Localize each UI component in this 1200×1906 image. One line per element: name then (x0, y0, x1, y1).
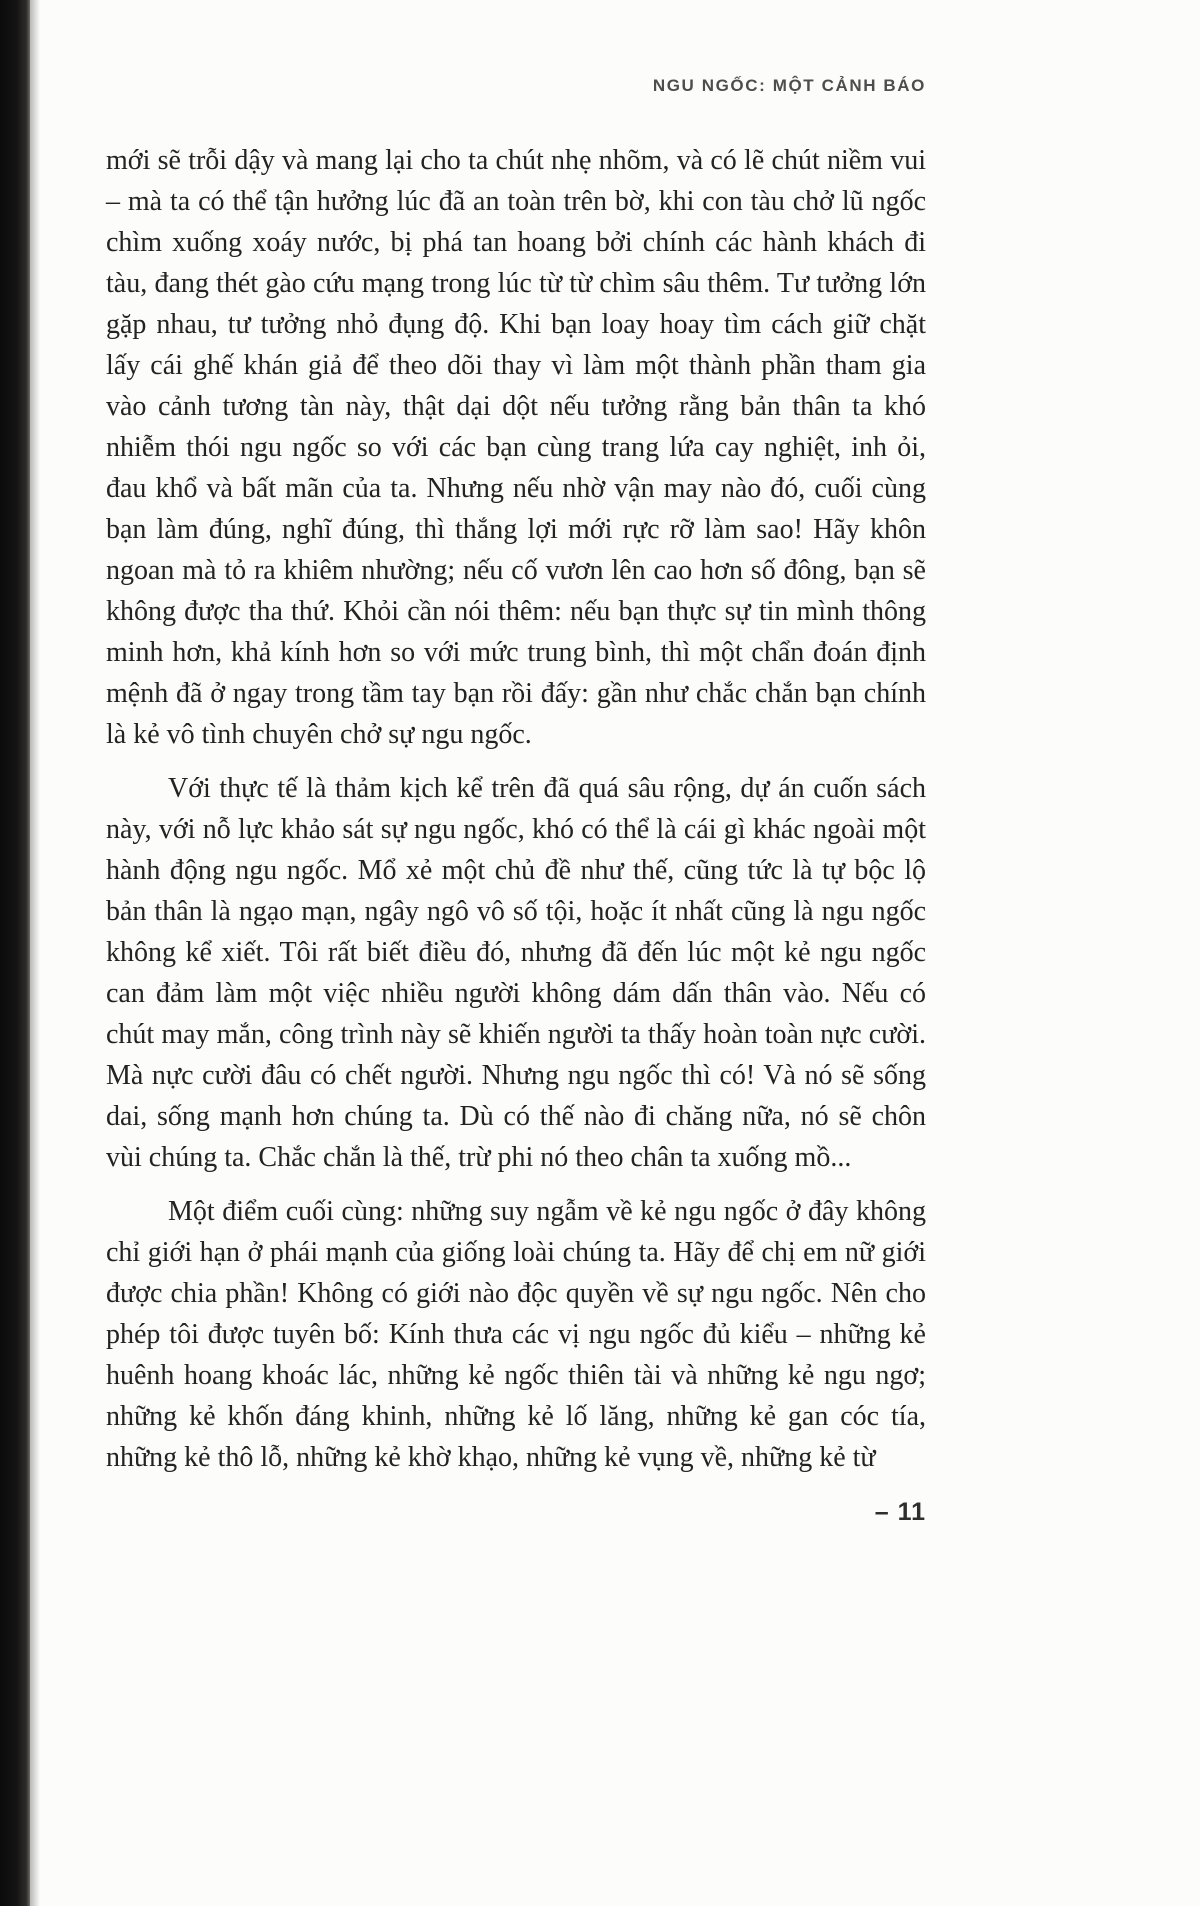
body-text (106, 140, 926, 1478)
paragraph-3: Một điểm cuối cùng: những suy ngẫm về kẻ ngu ngốc ở đây không chỉ giới hạn ở phái mạnh của giống loài chúng ta. Hãy để chị em nữ giới được chia phần! Không có giới nào độc quyền về sự ngu ngốc. Nên cho phép tôi được tuyên bố: Kính thưa các vị ngu ngốc đủ kiểu – những kẻ huênh hoang khoác lác, những kẻ ngốc thiên tài và những kẻ ngu ngơ; những kẻ khốn đáng khinh, những kẻ lố lăng, những kẻ gan cóc tía, những kẻ thô lỗ, những kẻ khờ khạo, những kẻ vụng về, những kẻ từ (106, 1196, 926, 1473)
page-number: – 11 (874, 1498, 926, 1526)
page-content (106, 0, 926, 1478)
running-header: NGU NGỐC: MỘT CẢNH BÁO (652, 76, 926, 95)
book-spine-shadow (0, 0, 30, 1906)
paragraph-2: Với thực tế là thảm kịch kể trên đã quá sâu rộng, dự án cuốn sách này, với nỗ lực khảo sát sự ngu ngốc, khó có thể là cái gì khác ngoài một hành động ngu ngốc. Mổ xẻ một chủ đề như thế, cũng tức là tự bộc lộ bản thân là ngạo mạn, ngây ngô vô số tội, hoặc ít nhất cũng là ngu ngốc không kể xiết. Tôi rất biết điều đó, nhưng đã đến lúc một kẻ ngu ngốc can đảm làm một việc nhiều người không dám dấn thân vào. Nếu có chút may mắn, công trình này sẽ khiến người ta thấy hoàn toàn nực cười. Mà nực cười đâu có chết người. Nhưng ngu ngốc thì có! Và nó sẽ sống dai, sống mạnh hơn chúng ta. Dù có thế nào đi chăng nữa, nó sẽ chôn vùi chúng ta. Chắc chắn là thế, trừ phi nó theo chân ta xuống mồ... (106, 773, 926, 1173)
paragraph-1: mới sẽ trỗi dậy và mang lại cho ta chút nhẹ nhõm, và có lẽ chút niềm vui – mà ta có thể tận hưởng lúc đã an toàn trên bờ, khi con tàu chở lũ ngốc chìm xuống xoáy nước, bị phá tan hoang bởi chính các hành khách đi tàu, đang thét gào cứu mạng trong lúc từ từ chìm sâu thêm. Tư tưởng lớn gặp nhau, tư tưởng nhỏ đụng độ. Khi bạn loay hoay tìm cách giữ chặt lấy cái ghế khán giả để theo dõi thay vì làm một thành phần tham gia vào cảnh tương tàn này, thật dại dột nếu tưởng rằng bản thân ta khó nhiễm thói ngu ngốc so với các bạn cùng trang lứa cay nghiệt, inh ỏi, đau khổ và bất mãn của ta. Nhưng nếu nhờ vận may nào đó, cuối cùng bạn làm đúng, nghĩ đúng, thì thắng lợi mới rực rỡ làm sao! Hãy khôn ngoan mà tỏ ra khiêm nhường; nếu cố vươn lên cao hơn số đông, bạn sẽ không được tha thứ. Khỏi cần nói thêm: nếu bạn thực sự tin mình thông minh hơn, khả kính hơn so với mức trung bình, thì một chẩn đoán định mệnh đã ở ngay trong tầm tay bạn rồi đấy: gần như chắc chắn bạn chính là kẻ vô tình chuyên chở sự ngu ngốc. (106, 145, 926, 750)
